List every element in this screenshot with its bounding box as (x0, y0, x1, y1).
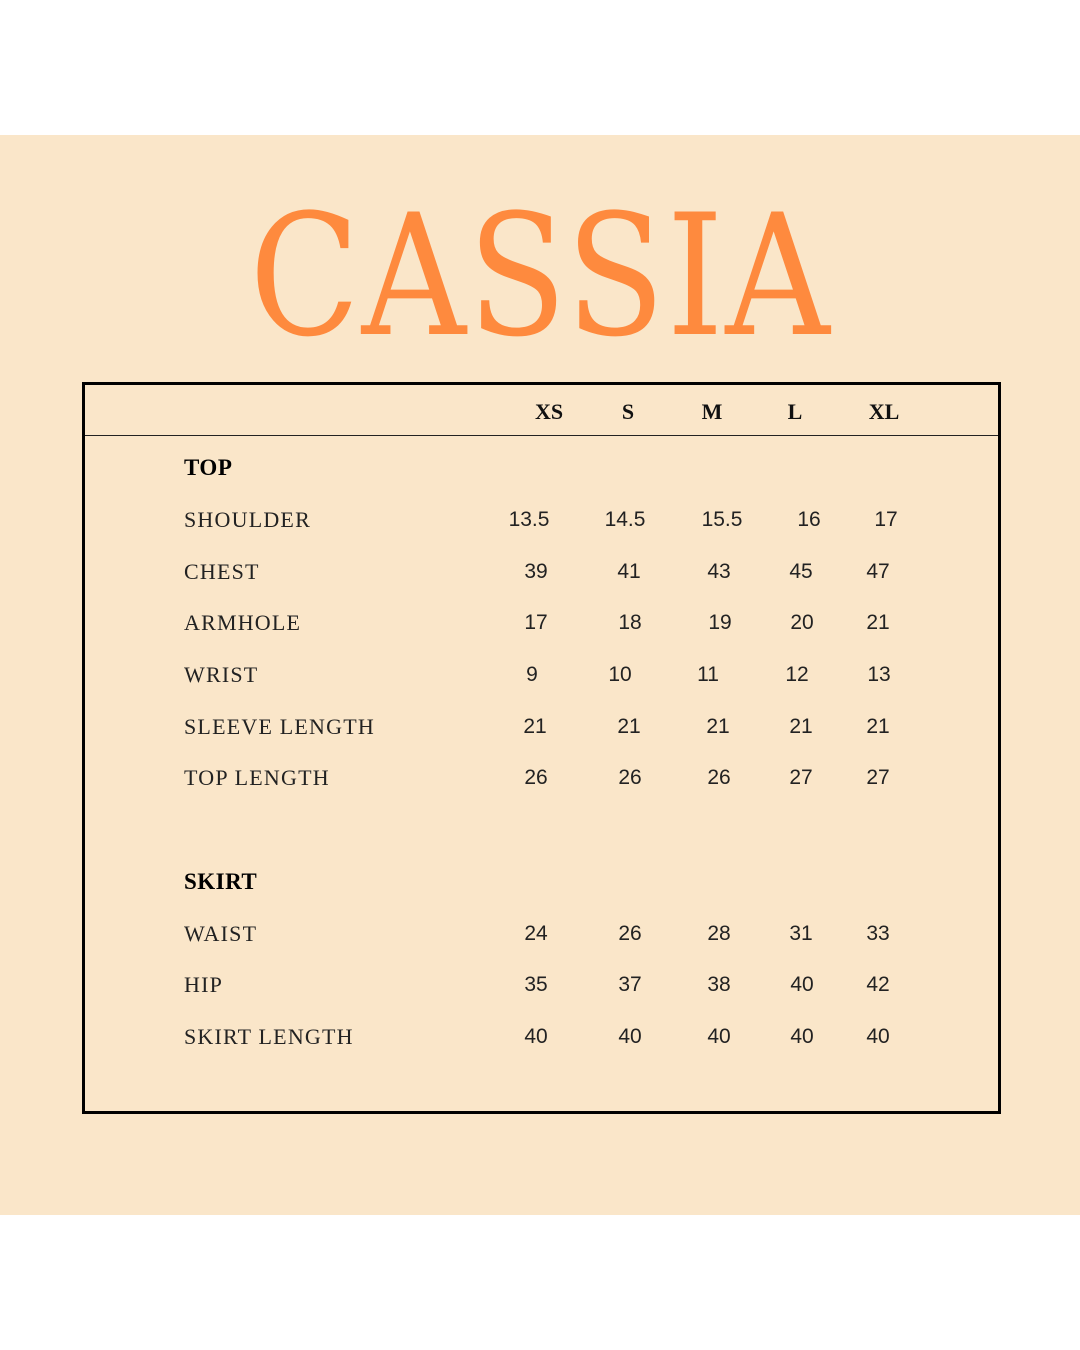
section-title-skirt: SKIRT (184, 869, 258, 894)
table-cell: 43 (707, 560, 731, 583)
table-row (85, 1022, 998, 1052)
size-header-l: L (787, 399, 803, 424)
table-row (85, 557, 998, 587)
table-cell: 28 (707, 922, 731, 945)
table-cell: 13.5 (508, 508, 550, 531)
table-cell: 40 (790, 1025, 814, 1048)
size-header-xs: XS (534, 399, 564, 424)
table-cell: 9 (526, 663, 538, 686)
table-cell: 12 (785, 663, 809, 686)
row-label: SKIRT LENGTH (184, 1024, 354, 1049)
table-row (85, 763, 998, 793)
table-cell: 40 (707, 1025, 731, 1048)
row-label: WRIST (184, 662, 259, 687)
table-cell: 17 (874, 508, 898, 531)
size-header-s: S (621, 399, 635, 424)
table-cell: 31 (789, 922, 813, 945)
table-cell: 18 (618, 611, 642, 634)
table-cell: 33 (866, 922, 890, 945)
table-cell: 39 (524, 560, 548, 583)
table-row (85, 608, 998, 638)
table-cell: 17 (524, 611, 548, 634)
table-cell: 15.5 (701, 508, 743, 531)
table-cell: 40 (618, 1025, 642, 1048)
table-cell: 14.5 (604, 508, 646, 531)
table-cell: 21 (866, 611, 890, 634)
size-header-xl: XL (868, 399, 900, 424)
table-cell: 21 (617, 715, 641, 738)
size-chart-table (82, 382, 1001, 1114)
table-cell: 21 (523, 715, 547, 738)
table-cell: 26 (618, 922, 642, 945)
table-row (85, 505, 998, 535)
table-row (85, 919, 998, 949)
table-cell: 21 (866, 715, 890, 738)
table-cell: 37 (618, 973, 642, 996)
table-cell: 10 (608, 663, 632, 686)
table-cell: 27 (866, 766, 890, 789)
table-cell: 24 (524, 922, 548, 945)
table-row (85, 660, 998, 690)
table-cell: 13 (867, 663, 891, 686)
row-label: SHOULDER (184, 507, 311, 532)
table-row (85, 712, 998, 742)
size-header-m: M (701, 399, 723, 424)
table-cell: 16 (797, 508, 821, 531)
header-divider (85, 435, 998, 436)
table-cell: 19 (708, 611, 732, 634)
table-cell: 47 (866, 560, 890, 583)
row-label: HIP (184, 972, 224, 997)
table-cell: 45 (789, 560, 813, 583)
table-cell: 26 (524, 766, 548, 789)
table-cell: 21 (706, 715, 730, 738)
table-cell: 26 (707, 766, 731, 789)
table-cell: 27 (789, 766, 813, 789)
table-cell: 21 (789, 715, 813, 738)
row-label: ARMHOLE (184, 610, 302, 635)
table-cell: 38 (707, 973, 731, 996)
row-label: TOP LENGTH (184, 765, 330, 790)
table-cell: 11 (697, 663, 719, 686)
table-cell: 35 (524, 973, 548, 996)
row-label: SLEEVE LENGTH (184, 714, 375, 739)
table-cell: 40 (866, 1025, 890, 1048)
brand-title: CASSIA (249, 178, 832, 374)
table-cell: 26 (618, 766, 642, 789)
table-cell: 42 (866, 973, 890, 996)
table-cell: 40 (524, 1025, 548, 1048)
table-cell: 41 (617, 560, 641, 583)
row-label: CHEST (184, 559, 260, 584)
table-cell: 40 (790, 973, 814, 996)
section-title-top: TOP (184, 455, 233, 480)
table-cell: 20 (790, 611, 814, 634)
row-label: WAIST (184, 921, 258, 946)
table-row (85, 970, 998, 1000)
